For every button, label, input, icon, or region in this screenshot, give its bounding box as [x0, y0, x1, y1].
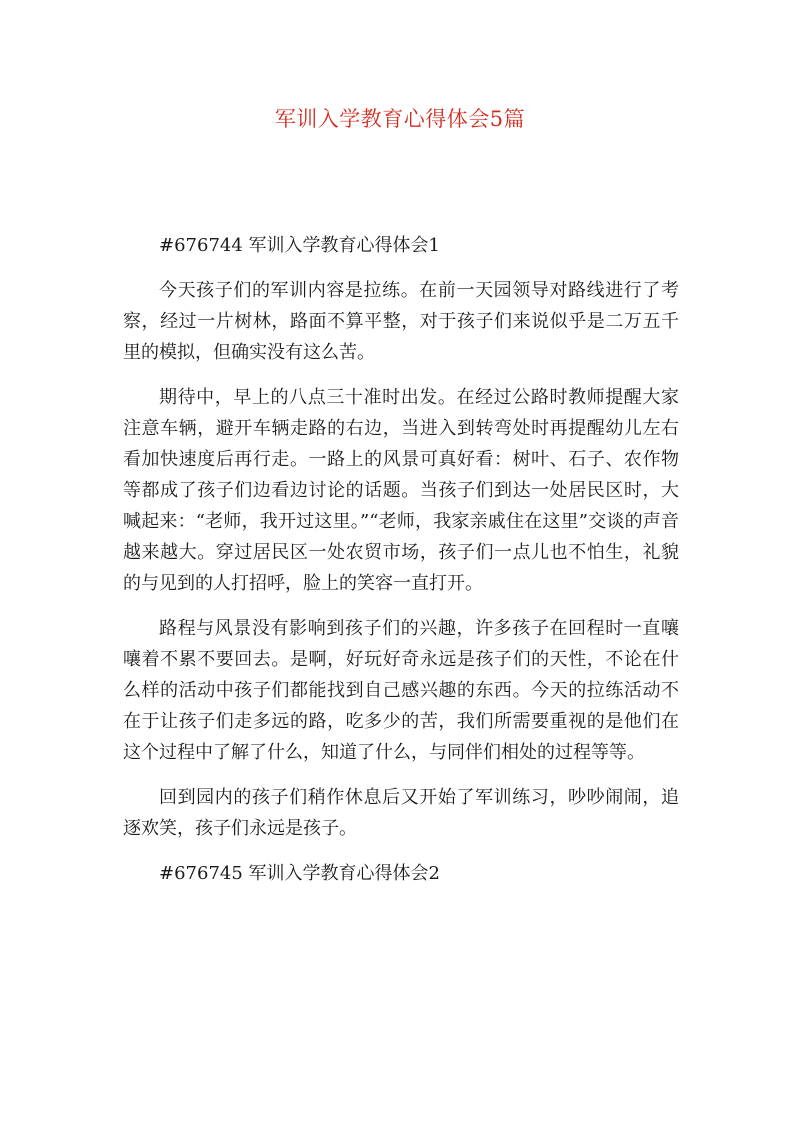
- section-heading: #676744 军训入学教育心得体会1: [159, 235, 440, 256]
- paragraph: 今天孩子们的军训内容是拉练。在前一天园领导对路线进行了考察，经过一片树林，路面不算平整，对于孩子们来说似乎是二万五千里的模拟，但确实没有这么苦。: [123, 280, 679, 363]
- paragraph: 回到园内的孩子们稍作休息后又开始了军训练习，吵吵闹闹，追逐欢笑，孩子们永远是孩子。: [123, 787, 679, 839]
- document-body: [123, 230, 679, 903]
- section-heading: #676745 军训入学教育心得体会2: [159, 863, 440, 884]
- paragraph: 期待中，早上的八点三十准时出发。在经过公路时教师提醒大家注意车辆，避开车辆走路的右边，当进入到转弯处时再提醒幼儿左右看加快速度后再行走。一路上的风景可真好看：树叶、石子、农作物等都成了孩子们边看边讨论的话题。当孩子们到达一处居民区时，大喊起来：“老师，我开过这里。”“老师，我家亲戚住在这里”交谈的声音越来越大。穿过居民区一处农贸市场，孩子们一点儿也不怕生，礼貌的与见到的人打招呼，脸上的笑容一直打开。: [123, 387, 679, 594]
- paragraph: 路程与风景没有影响到孩子们的兴趣，许多孩子在回程时一直嚷嚷着不累不要回去。是啊，好玩好奇永远是孩子们的天性，不论在什么样的活动中孩子们都能找到自己感兴趣的东西。今天的拉练活动不在于让孩子们走多远的路，吃多少的苦，我们所需要重视的是他们在这个过程中了解了什么，知道了什么，与同伴们相处的过程等等。: [123, 618, 679, 763]
- document-title: 军训入学教育心得体会5篇: [274, 107, 526, 131]
